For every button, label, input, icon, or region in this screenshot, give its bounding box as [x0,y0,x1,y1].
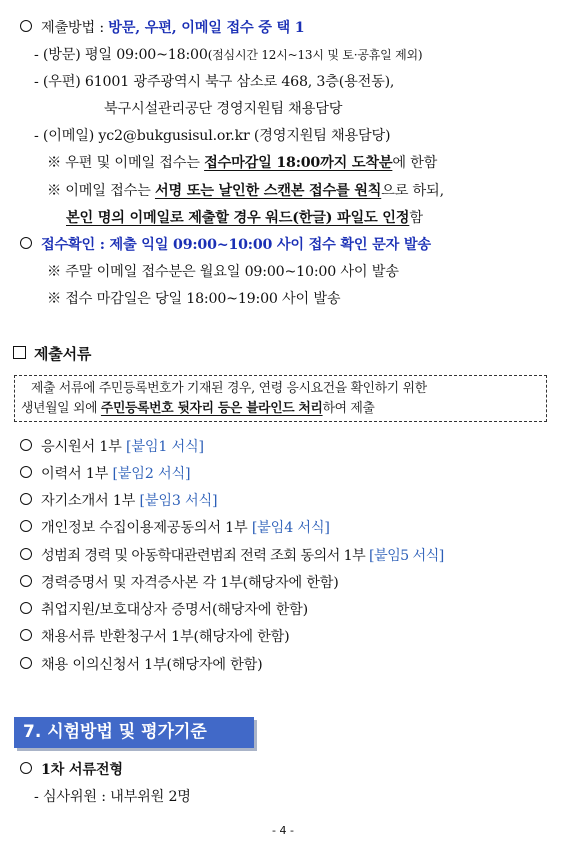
confirm-note-deadline: ※ 접수 마감일은 당일 18:00~19:00 사이 발송 [47,291,341,307]
circle-bullet-icon [20,762,32,774]
document-item: 채용 이의신청서 1부(해당자에 한함) [20,654,263,676]
note-email-scan: ※ 이메일 접수는 서명 또는 날인한 스캔본 접수를 원칙으로 하되, [47,183,444,199]
square-bullet-icon [13,346,26,359]
circle-bullet-icon [20,548,32,560]
blind-processing-notice: 제출 서류에 주민등록번호가 기재된 경우, 연령 응시요건을 확인하기 위한 생년월일 외에 주민등록번호 뒷자리 등은 블라인드 처리하여 제출 [14,375,547,422]
circle-bullet-icon [20,520,32,532]
receipt-confirm-line: 접수확인 : 제출 익일 09:00~10:00 사이 접수 확인 문자 발송 [20,234,431,256]
submission-method-line: 제출방법 : 방문, 우편, 이메일 접수 중 택 1 [20,17,304,39]
post-line-1: - (우편) 61001 광주광역시 북구 삼소로 468, 3층(용전동), [34,74,395,90]
stage1-detail: - 심사위원 : 내부위원 2명 [34,789,191,805]
document-item: 응시원서 1부 [붙임1 서식] [20,436,204,458]
visit-line: - (방문) 평일 09:00~18:00(점심시간 12시~13시 및 토·공휴일 제외) [34,47,423,63]
circle-bullet-icon [20,439,32,451]
circle-bullet-icon [20,575,32,587]
document-item: 성범죄 경력 및 아동학대관련범죄 전력 조회 동의서 1부 [붙임5 서식] [20,545,444,567]
submission-method-value: 방문, 우편, 이메일 접수 중 택 1 [108,20,305,36]
circle-bullet-icon [20,466,32,478]
document-item: 취업지원/보호대상자 증명서(해당자에 한함) [20,599,308,621]
post-line-2: 북구시설관리공단 경영지원팀 채용담당 [104,101,343,117]
email-line: - (이메일) yc2@bukgusisul.or.kr (경영지원팀 채용담당) [34,128,391,144]
document-item: 경력증명서 및 자격증사본 각 1부(해당자에 한함) [20,572,339,594]
circle-bullet-icon [20,629,32,641]
document-item: 채용서류 반환청구서 1부(해당자에 한함) [20,626,290,648]
circle-bullet-icon [20,20,32,32]
documents-heading: 제출서류 [13,343,91,365]
circle-bullet-icon [20,493,32,505]
circle-bullet-icon [20,602,32,614]
note-postal-email: ※ 우편 및 이메일 접수는 접수마감일 18:00까지 도착분에 한함 [47,155,438,171]
document-item: 이력서 1부 [붙임2 서식] [20,463,190,485]
document-item: 개인정보 수집이용제공동의서 1부 [붙임4 서식] [20,517,330,539]
confirm-note-weekend: ※ 주말 이메일 접수분은 월요일 09:00~10:00 사이 발송 [47,264,399,280]
document-item: 자기소개서 1부 [붙임3 서식] [20,490,217,512]
circle-bullet-icon [20,237,32,249]
section-7-title: 7. 시험방법 및 평가기준 [14,717,254,748]
page-number: - 4 - [272,824,294,837]
circle-bullet-icon [20,657,32,669]
stage1-line: 1차 서류전형 [20,759,123,781]
note-email-word: 본인 명의 이메일로 제출할 경우 워드(한글) 파일도 인정함 [66,210,423,226]
